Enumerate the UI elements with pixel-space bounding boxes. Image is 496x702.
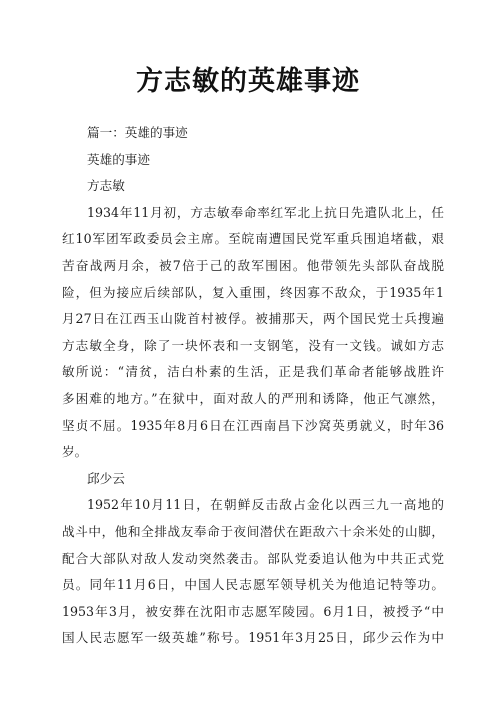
paragraph-line: 配合大部队对敌人发动突然袭击。部队党委追认他为中共正式党 [62,550,444,566]
paragraph-line: 方志敏全身，除了一块怀表和一支钢笔，没有一文钱。诚如方志 [62,337,444,353]
section-subheading: 英雄的事迹 [87,151,150,167]
paragraph-line: 员。同年11月6日，中国人民志愿军领导机关为他追记特等功。 [62,577,444,593]
paragraph-line: 月27日在江西玉山陇首村被俘。被捕那天，两个国民党士兵搜遍 [62,311,444,327]
paragraph-line: 险，但为接应后续部队，复入重围，终因寡不敌众，于1935年1 [62,284,444,300]
paragraph-line: 国人民志愿军一级英雄”称号。1951年3月25日，邱少云作为中 [62,630,444,646]
paragraph-line: 敏所说：“清贫，洁白朴素的生活，正是我们革命者能够战胜许 [62,364,444,380]
paragraph-line: 1934年11月初，方志敏奉命率红军北上抗日先遣队北上，任 [87,204,444,220]
paragraph-line: 1952年10月11日，在朝鲜反击敌占金化以西三九一高地的 [87,497,444,513]
paragraph-line: 坚贞不屈。1935年8月6日在江西南昌下沙窝英勇就义，时年36 [62,417,444,433]
paragraph-line: 1953年3月，被安葬在沈阳市志愿军陵园。6月1日，被授予“中 [62,603,444,619]
hero-name-heading: 邱少云 [87,470,125,486]
document-title: 方志敏的英雄事迹 [136,66,360,97]
section-heading: 篇一：英雄的事迹 [87,125,188,140]
paragraph-line: 岁。 [62,444,88,460]
paragraph-line: 多困难的地方。”在狱中，面对敌人的严刑和诱降，他正气凛然， [62,390,444,406]
document-body [62,120,444,652]
paragraph-line: 战斗中，他和全排战友奉命于夜间潜伏在距敌六十余米处的山脚， [62,523,444,539]
paragraph-line: 红10军团军政委员会主席。至皖南遭国民党军重兵围追堵截，艰 [62,231,444,247]
paragraph-line: 苦奋战两月余，被7倍于己的敌军围困。他带领先头部队奋战脱 [62,257,444,273]
hero-name-heading: 方志敏 [87,178,125,194]
